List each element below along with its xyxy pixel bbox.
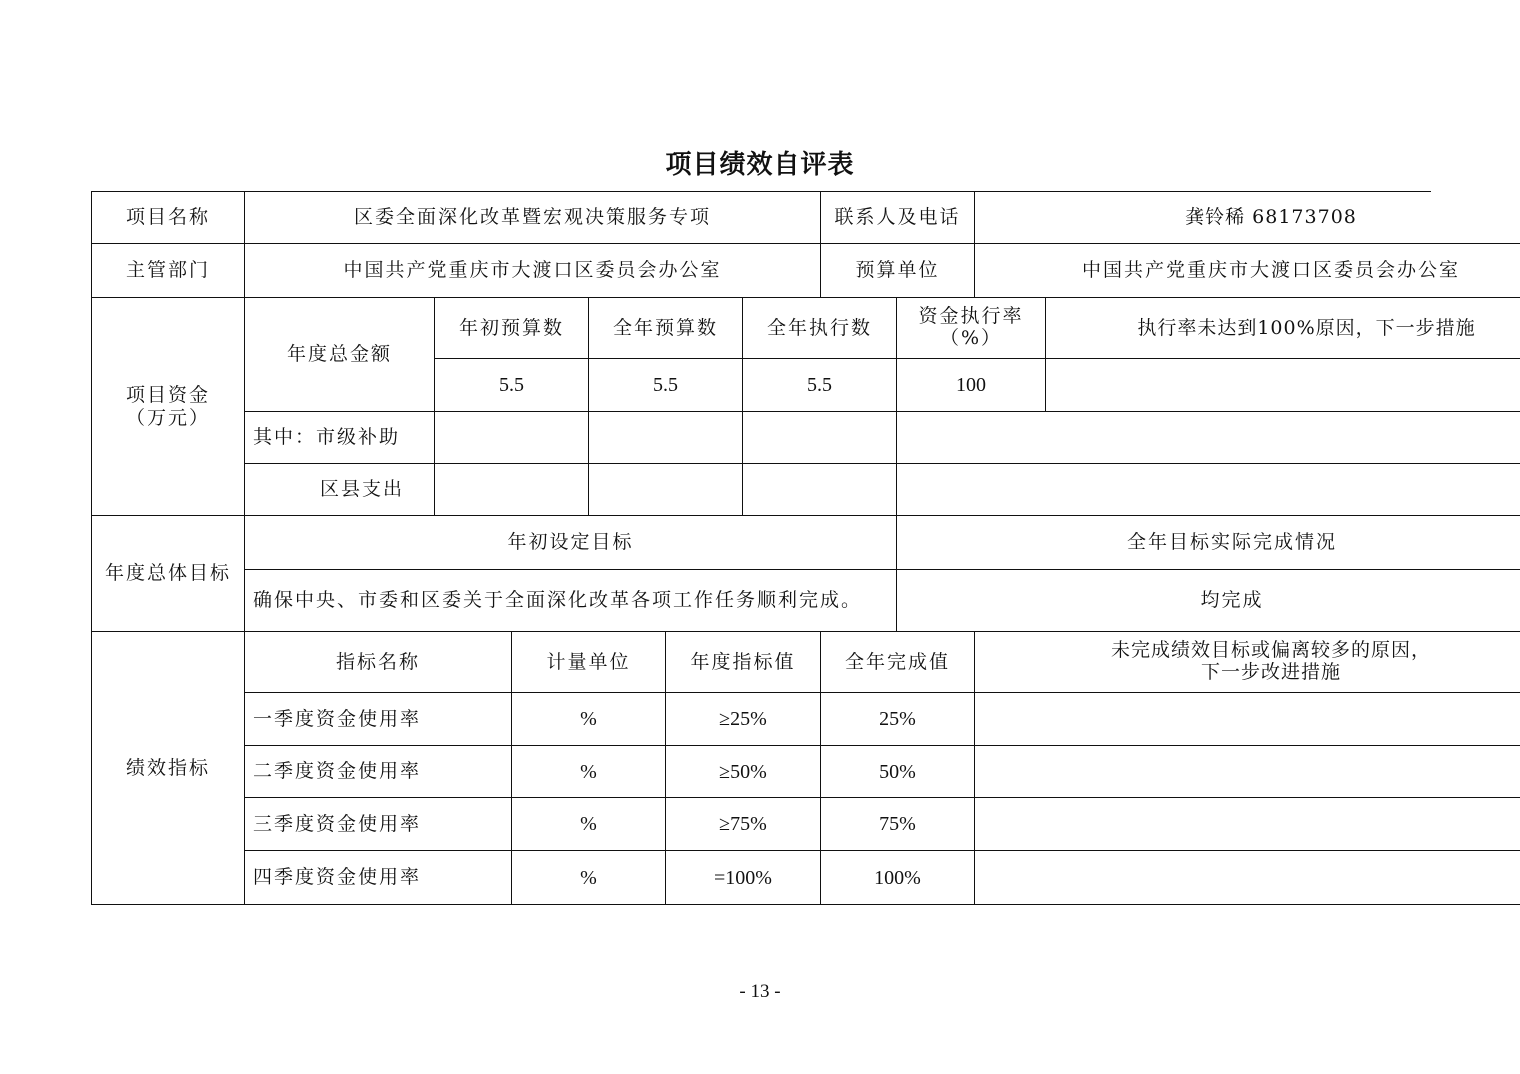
initial-budget-header: 年初预算数 [435,298,589,359]
goals-set-value: 确保中央、市委和区委关于全面深化改革各项工作任务顺利完成。 [245,570,897,632]
execution-rate-header-line2: （%） [939,327,1003,349]
performance-label: 绩效指标 [92,632,245,905]
perf-header-unit: 计量单位 [512,632,666,693]
perf-row-target: ≥25% [666,693,821,746]
budget-unit-label: 预算单位 [821,244,975,298]
perf-row-unit: % [512,746,666,798]
dept-label: 主管部门 [92,244,245,298]
annual-budget-value: 5.5 [589,359,743,412]
perf-row-target: ≥50% [666,746,821,798]
annual-budget-header: 全年预算数 [589,298,743,359]
reason-value [1046,359,1520,412]
perf-header-actual: 全年完成值 [821,632,975,693]
contact-label: 联系人及电话 [821,192,975,244]
perf-row-name: 三季度资金使用率 [245,798,512,851]
city-subsidy-label: 其中：市级补助 [245,412,435,464]
perf-row-actual: 50% [821,746,975,798]
funds-label-line1: 项目资金 [125,383,210,406]
city-subsidy-remaining [897,412,1520,464]
perf-row-reason [975,798,1520,851]
perf-row-name: 二季度资金使用率 [245,746,512,798]
perf-row-actual: 25% [821,693,975,746]
goals-label: 年度总体目标 [92,516,245,632]
contact-value: 龚铃稀 68173708 [975,192,1520,244]
perf-row-target: ≥75% [666,798,821,851]
city-subsidy-execution [743,412,897,464]
perf-row-reason [975,746,1520,798]
perf-header-target: 年度指标值 [666,632,821,693]
annual-total-label: 年度总金额 [245,298,435,412]
reason-header: 执行率未达到100%原因，下一步措施 [1046,298,1520,359]
perf-header-reason-line2: 下一步改进措施 [1200,661,1341,683]
perf-row-actual: 75% [821,798,975,851]
page-title: 项目绩效自评表 [665,150,855,180]
annual-execution-header: 全年执行数 [743,298,897,359]
perf-header-reason-line1: 未完成绩效目标或偏离较多的原因， [1110,639,1431,662]
execution-rate-header-line1: 资金执行率 [918,305,1024,328]
district-expense-remaining [897,464,1520,516]
dept-value: 中国共产党重庆市大渡口区委员会办公室 [245,244,821,298]
perf-row-unit: % [512,693,666,746]
perf-row-actual: 100% [821,851,975,905]
perf-row-target: =100% [666,851,821,905]
execution-rate-header [897,298,1046,359]
budget-unit-value: 中国共产党重庆市大渡口区委员会办公室 [975,244,1520,298]
evaluation-table [91,191,1476,905]
initial-budget-value: 5.5 [435,359,589,412]
perf-row-reason [975,851,1520,905]
perf-row-unit: % [512,851,666,905]
city-subsidy-initial [435,412,589,464]
district-expense-execution [743,464,897,516]
perf-row-reason [975,693,1520,746]
district-expense-initial [435,464,589,516]
perf-row-unit: % [512,798,666,851]
project-name-label: 项目名称 [92,192,245,244]
funds-label [92,298,245,516]
district-expense-label: 区县支出 [245,464,435,516]
district-expense-annual [589,464,743,516]
page-number: - 13 - [739,981,781,1002]
execution-rate-value: 100 [897,359,1046,412]
perf-row-name: 四季度资金使用率 [245,851,512,905]
funds-label-line2: （万元） [125,406,210,429]
perf-header-reason [975,632,1520,693]
project-name-value: 区委全面深化改革暨宏观决策服务专项 [245,192,821,244]
goals-actual-header: 全年目标实际完成情况 [897,516,1520,570]
perf-header-name: 指标名称 [245,632,512,693]
goals-set-header: 年初设定目标 [245,516,897,570]
perf-row-name: 一季度资金使用率 [245,693,512,746]
goals-actual-value: 均完成 [897,570,1520,632]
city-subsidy-annual [589,412,743,464]
annual-execution-value: 5.5 [743,359,897,412]
